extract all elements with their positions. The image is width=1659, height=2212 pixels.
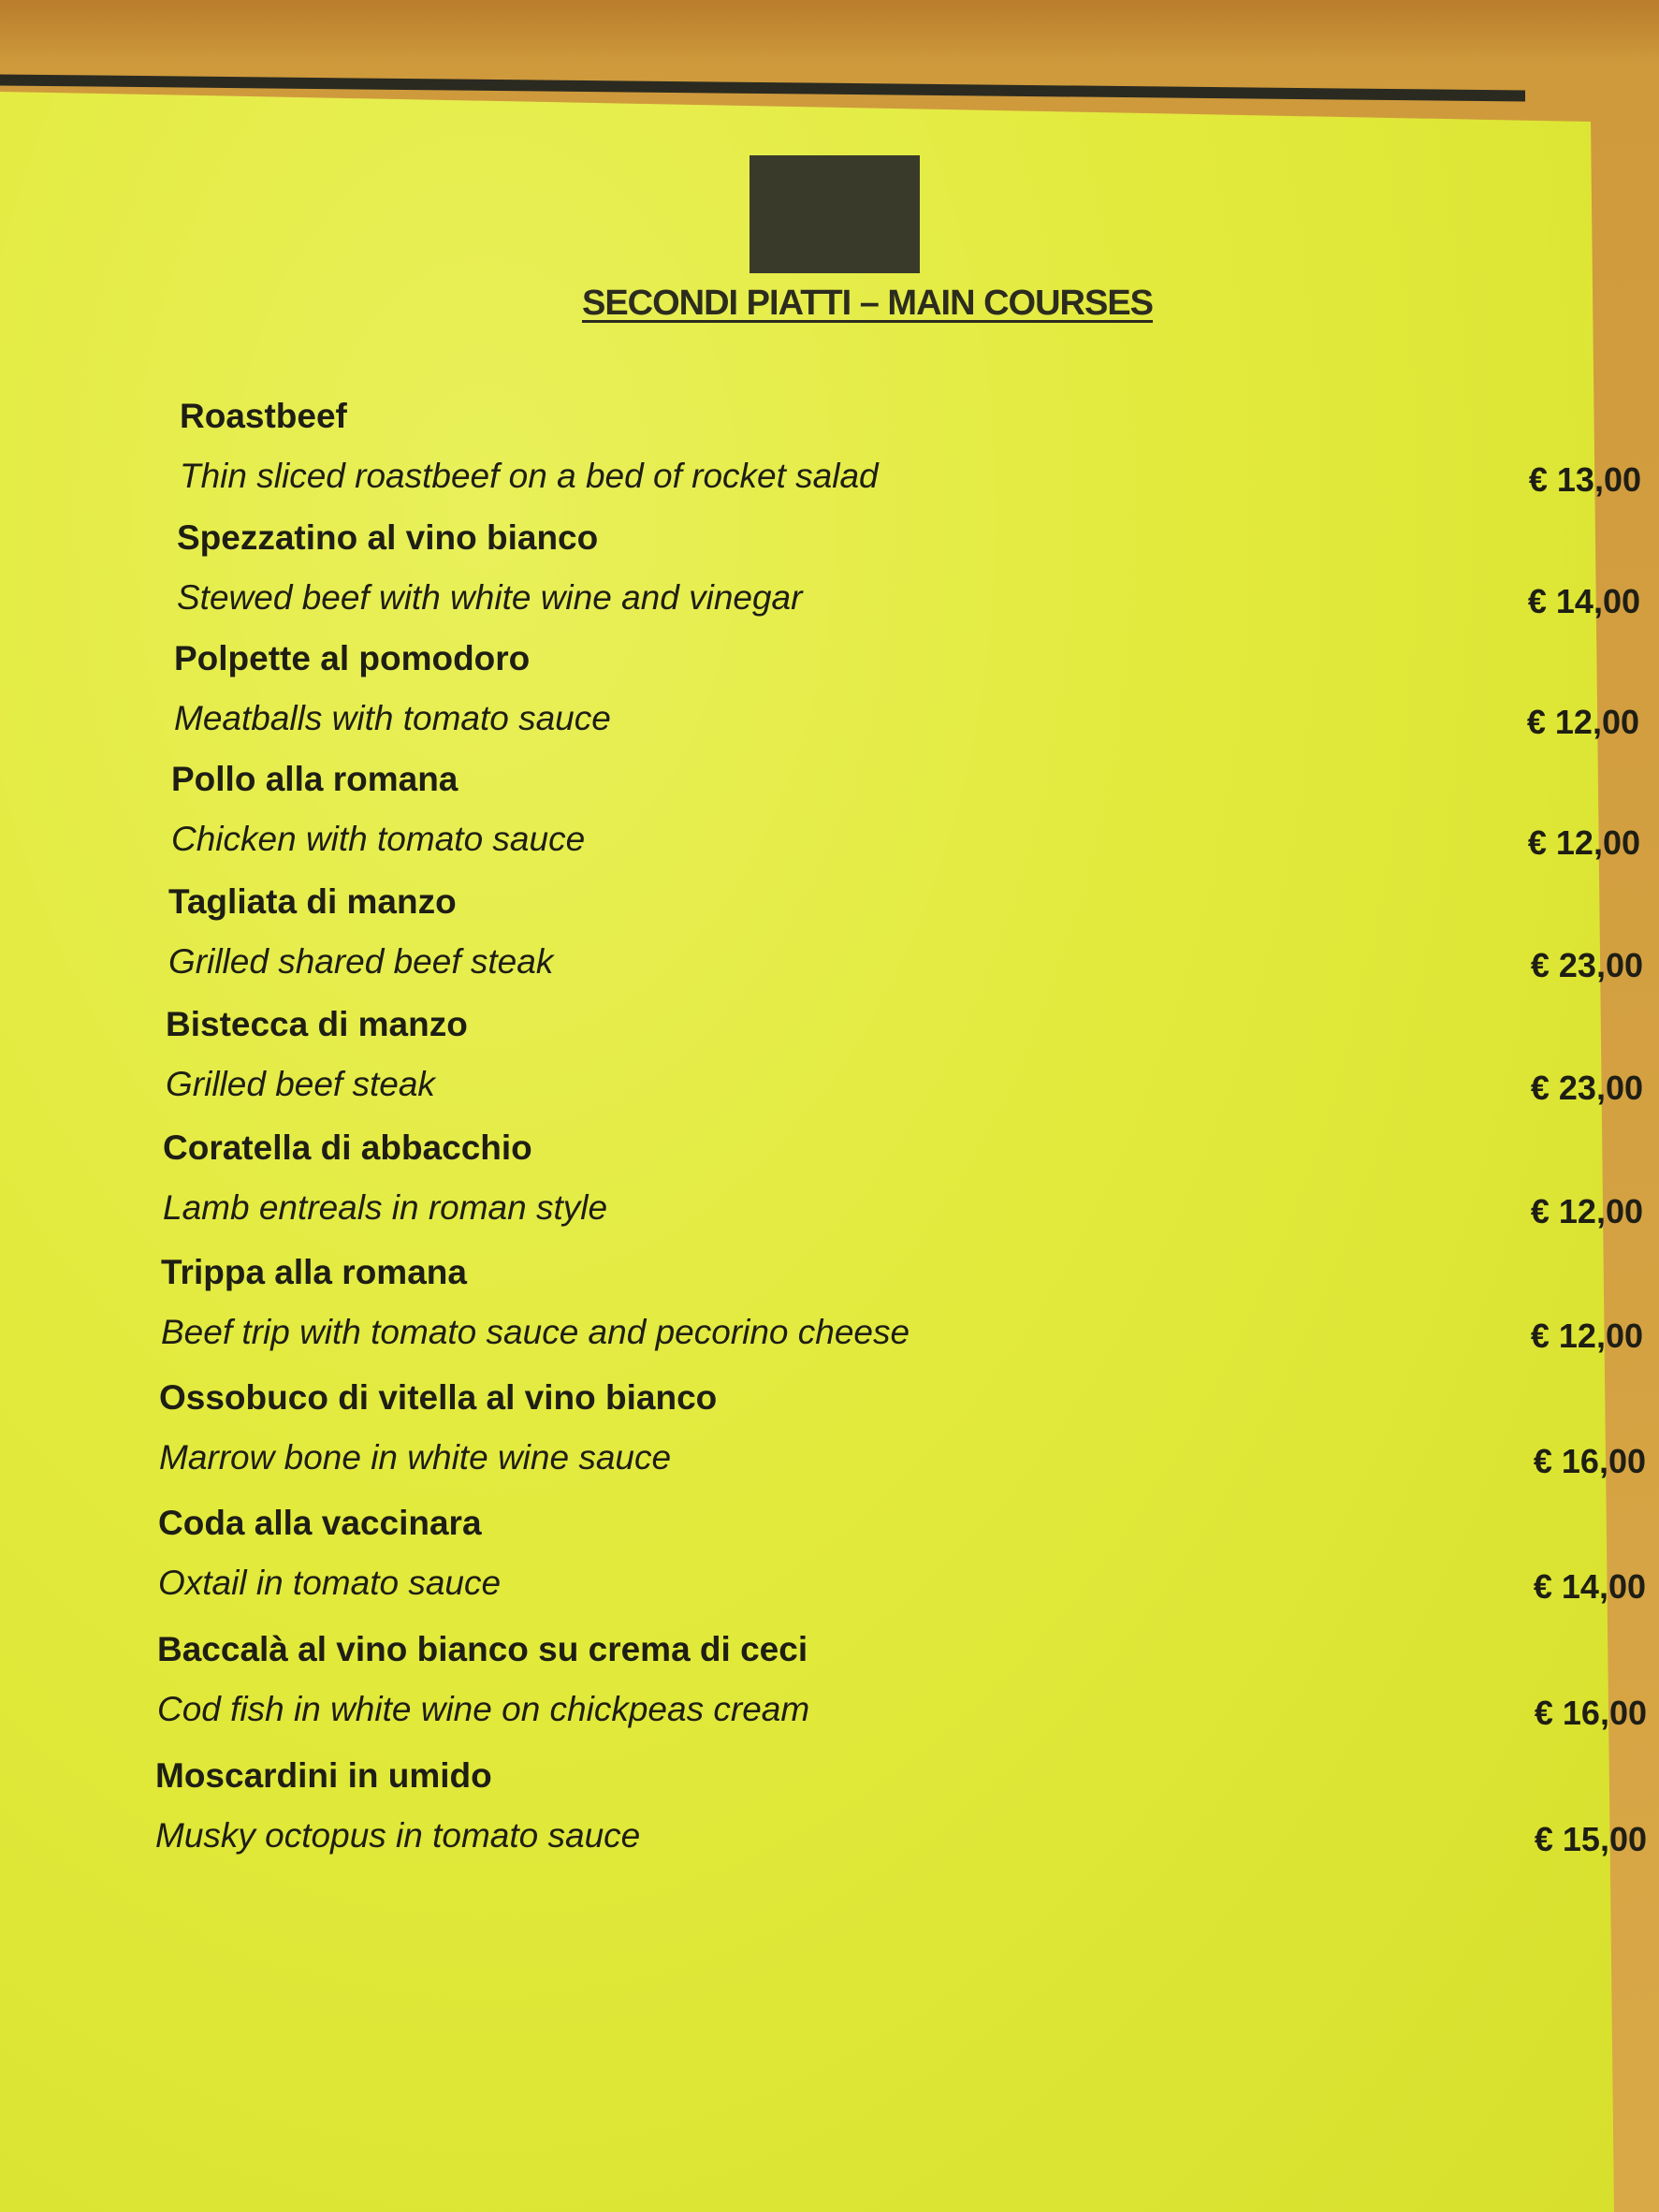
menu-item-description: Beef trip with tomato sauce and pecorino cheese	[161, 1313, 910, 1351]
menu-item	[163, 1128, 1643, 1250]
menu-item-price: € 12,00	[1526, 703, 1639, 741]
menu-item-price: € 23,00	[1530, 1069, 1643, 1107]
menu-item-price: € 14,00	[1533, 1567, 1646, 1606]
menu-item-description: Cod fish in white wine on chickpeas cream	[157, 1690, 810, 1728]
menu-item	[155, 1756, 1647, 1878]
menu-item-name: Trippa alla romana	[161, 1253, 467, 1291]
menu-item	[166, 1005, 1643, 1127]
menu-item-description: Grilled shared beef steak	[168, 942, 554, 981]
menu-item	[180, 397, 1639, 518]
menu-item	[177, 518, 1640, 640]
menu-item-price: € 23,00	[1530, 946, 1643, 984]
menu-item-name: Pollo alla romana	[171, 760, 458, 798]
menu-item	[161, 1253, 1643, 1375]
menu-item-description: Musky octopus in tomato sauce	[155, 1816, 641, 1855]
menu-item-name: Ossobuco di vitella al vino bianco	[159, 1378, 718, 1417]
menu-item	[157, 1630, 1647, 1752]
menu-item	[158, 1504, 1646, 1625]
menu-item-price: € 16,00	[1534, 1694, 1647, 1732]
menu-item-price: € 12,00	[1530, 1192, 1643, 1230]
menu-item-name: Tagliata di manzo	[168, 882, 457, 921]
menu-item-description: Stewed beef with white wine and vinegar	[177, 578, 803, 617]
menu-item-name: Moscardini in umido	[155, 1756, 492, 1795]
menu-item	[171, 760, 1640, 881]
menu-item-description: Marrow bone in white wine sauce	[159, 1438, 672, 1477]
menu-item-price: € 13,00	[1528, 460, 1641, 499]
menu-item-name: Spezzatino al vino bianco	[177, 518, 599, 557]
menu-item-name: Bistecca di manzo	[166, 1005, 468, 1043]
menu-item-price: € 12,00	[1530, 1317, 1643, 1355]
menu-item-price: € 16,00	[1533, 1442, 1646, 1480]
menu-item-description: Oxtail in tomato sauce	[158, 1564, 502, 1602]
menu-item-price: € 14,00	[1527, 582, 1640, 620]
menu-item-description: Meatballs with tomato sauce	[174, 699, 611, 737]
menu-item-description: Chicken with tomato sauce	[171, 820, 586, 858]
menu-item-price: € 15,00	[1534, 1820, 1647, 1858]
menu-item-name: Coratella di abbacchio	[163, 1128, 532, 1167]
menu-item-name: Polpette al pomodoro	[174, 639, 531, 677]
menu-item-name: Coda alla vaccinara	[158, 1504, 482, 1542]
menu-item-description: Grilled beef steak	[166, 1065, 435, 1103]
menu-item-name: Baccalà al vino bianco su crema di ceci	[157, 1630, 808, 1668]
menu-item	[168, 882, 1643, 1004]
menu-item-description: Thin sliced roastbeef on a bed of rocket salad	[180, 457, 879, 495]
menu-item-description: Lamb entreals in roman style	[163, 1188, 608, 1227]
menu-item	[159, 1378, 1646, 1500]
menu-item-price: € 12,00	[1527, 823, 1640, 862]
menu-item	[174, 639, 1639, 761]
page-title: SECONDI PIATTI – MAIN COURSES	[581, 284, 1154, 323]
menu-item-name: Roastbeef	[180, 397, 347, 435]
